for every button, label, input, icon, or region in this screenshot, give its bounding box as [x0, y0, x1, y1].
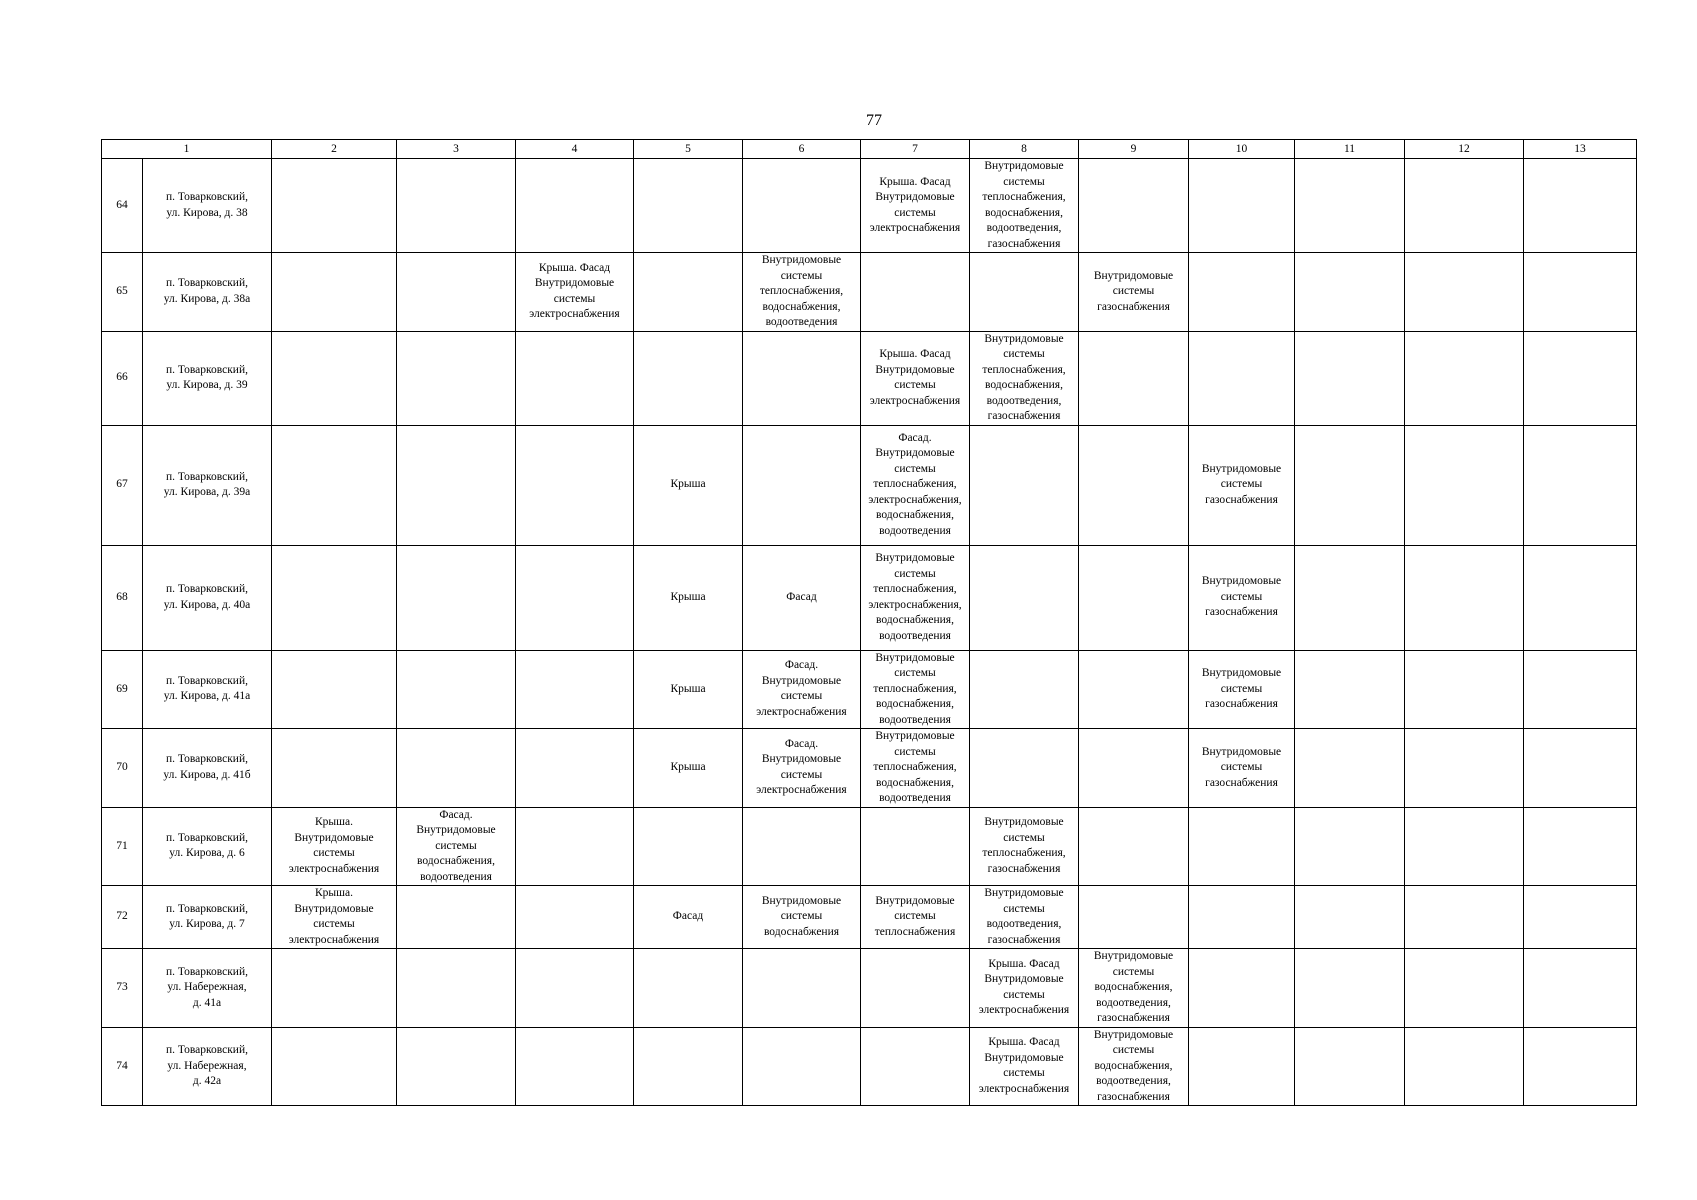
work-cell — [516, 807, 634, 886]
work-cell — [1524, 159, 1637, 253]
work-cell — [1079, 650, 1189, 729]
work-cell — [861, 807, 970, 886]
work-cell — [272, 159, 397, 253]
work-cell — [634, 1027, 743, 1106]
work-cell — [1079, 545, 1189, 650]
work-cell — [516, 949, 634, 1028]
row-number: 70 — [102, 729, 143, 808]
header-row — [102, 140, 1637, 159]
work-cell — [970, 650, 1079, 729]
work-cell — [1079, 425, 1189, 545]
work-cell: Крыша. Внутридомовые системы электроснабжения — [272, 886, 397, 949]
work-cell — [1524, 253, 1637, 332]
work-cell — [516, 729, 634, 808]
work-cell — [1524, 425, 1637, 545]
work-cell — [634, 331, 743, 425]
work-cell — [861, 253, 970, 332]
row-number: 73 — [102, 949, 143, 1028]
work-cell — [1405, 807, 1524, 886]
work-cell: Фасад — [743, 545, 861, 650]
work-cell — [970, 253, 1079, 332]
table-row — [102, 729, 1637, 808]
work-cell — [1079, 807, 1189, 886]
column-header: 2 — [272, 140, 397, 159]
work-cell — [1295, 729, 1405, 808]
work-cell — [516, 545, 634, 650]
work-cell: Крыша — [634, 425, 743, 545]
work-cell — [1295, 425, 1405, 545]
table-row — [102, 807, 1637, 886]
address-cell: п. Товарковский, ул. Набережная, д. 42а — [143, 1027, 272, 1106]
work-cell — [397, 949, 516, 1028]
work-cell: Фасад. Внутридомовые системы электроснабжения — [743, 729, 861, 808]
work-cell — [272, 650, 397, 729]
work-cell: Крыша. Фасад Внутридомовые системы электроснабжения — [970, 949, 1079, 1028]
work-cell — [743, 331, 861, 425]
work-cell — [1295, 253, 1405, 332]
work-cell — [1189, 1027, 1295, 1106]
work-cell: Внутридомовые системы газоснабжения — [1189, 545, 1295, 650]
work-cell: Внутридомовые системы теплоснабжения — [861, 886, 970, 949]
row-number: 71 — [102, 807, 143, 886]
table-row — [102, 650, 1637, 729]
address-cell: п. Товарковский, ул. Кирова, д. 39а — [143, 425, 272, 545]
work-cell — [1295, 545, 1405, 650]
work-cell — [634, 807, 743, 886]
address-cell: п. Товарковский, ул. Кирова, д. 7 — [143, 886, 272, 949]
work-cell — [516, 650, 634, 729]
work-cell: Внутридомовые системы водоотведения, газоснабжения — [970, 886, 1079, 949]
column-header: 11 — [1295, 140, 1405, 159]
column-header: 1 — [102, 140, 272, 159]
work-cell: Крыша. Фасад Внутридомовые системы электроснабжения — [861, 159, 970, 253]
row-number: 74 — [102, 1027, 143, 1106]
work-cell — [272, 253, 397, 332]
work-cell — [1524, 545, 1637, 650]
work-cell — [397, 425, 516, 545]
work-cell: Крыша. Фасад Внутридомовые системы электроснабжения — [970, 1027, 1079, 1106]
work-cell: Внутридомовые системы газоснабжения — [1079, 253, 1189, 332]
work-cell — [397, 650, 516, 729]
work-cell: Крыша. Внутридомовые системы электроснабжения — [272, 807, 397, 886]
work-cell — [1189, 886, 1295, 949]
work-cell — [1405, 886, 1524, 949]
work-cell — [1405, 545, 1524, 650]
column-header: 10 — [1189, 140, 1295, 159]
work-cell — [516, 886, 634, 949]
work-cell — [1295, 1027, 1405, 1106]
work-cell — [397, 886, 516, 949]
row-number: 72 — [102, 886, 143, 949]
work-cell: Крыша — [634, 729, 743, 808]
work-cell — [634, 159, 743, 253]
column-header: 6 — [743, 140, 861, 159]
column-header: 7 — [861, 140, 970, 159]
work-cell — [1295, 331, 1405, 425]
table-row — [102, 545, 1637, 650]
work-cell — [1524, 650, 1637, 729]
work-cell — [1405, 1027, 1524, 1106]
work-cell — [272, 949, 397, 1028]
work-cell — [1295, 650, 1405, 729]
work-cell — [743, 949, 861, 1028]
row-number: 68 — [102, 545, 143, 650]
table-row — [102, 886, 1637, 949]
work-cell — [397, 1027, 516, 1106]
work-cell — [1295, 886, 1405, 949]
work-cell: Фасад — [634, 886, 743, 949]
work-cell — [272, 1027, 397, 1106]
work-cell: Крыша — [634, 545, 743, 650]
work-cell — [272, 425, 397, 545]
work-cell — [1524, 886, 1637, 949]
work-cell: Внутридомовые системы теплоснабжения, водоснабжения, водоотведения — [861, 729, 970, 808]
table-row — [102, 253, 1637, 332]
address-cell: п. Товарковский, ул. Кирова, д. 40а — [143, 545, 272, 650]
work-cell — [1189, 159, 1295, 253]
repair-schedule-table — [101, 139, 1637, 1106]
work-cell — [1405, 949, 1524, 1028]
address-cell: п. Товарковский, ул. Кирова, д. 6 — [143, 807, 272, 886]
work-cell — [743, 807, 861, 886]
work-cell — [970, 545, 1079, 650]
work-cell: Внутридомовые системы теплоснабжения, водоснабжения, водоотведения — [861, 650, 970, 729]
work-cell — [634, 949, 743, 1028]
work-cell: Внутридомовые системы водоснабжения, водоотведения, газоснабжения — [1079, 1027, 1189, 1106]
work-cell: Внутридомовые системы теплоснабжения, водоснабжения, водоотведения, газоснабжения — [970, 159, 1079, 253]
work-cell — [1405, 729, 1524, 808]
work-cell: Внутридомовые системы газоснабжения — [1189, 729, 1295, 808]
work-cell — [861, 949, 970, 1028]
address-cell: п. Товарковский, ул. Набережная, д. 41а — [143, 949, 272, 1028]
work-cell — [1189, 331, 1295, 425]
row-number: 64 — [102, 159, 143, 253]
work-cell: Внутридомовые системы теплоснабжения, водоснабжения, водоотведения, газоснабжения — [970, 331, 1079, 425]
work-cell — [1405, 331, 1524, 425]
row-number: 67 — [102, 425, 143, 545]
work-cell: Внутридомовые системы газоснабжения — [1189, 425, 1295, 545]
work-cell — [397, 253, 516, 332]
work-cell — [1079, 159, 1189, 253]
address-cell: п. Товарковский, ул. Кирова, д. 41б — [143, 729, 272, 808]
work-cell — [272, 331, 397, 425]
work-cell: Крыша. Фасад Внутридомовые системы электроснабжения — [516, 253, 634, 332]
work-cell: Внутридомовые системы теплоснабжения, электроснабжения, водоснабжения, водоотведения — [861, 545, 970, 650]
work-cell — [1405, 425, 1524, 545]
address-cell: п. Товарковский, ул. Кирова, д. 41а — [143, 650, 272, 729]
work-cell: Внутридомовые системы теплоснабжения, газоснабжения — [970, 807, 1079, 886]
work-cell — [1524, 331, 1637, 425]
work-cell — [743, 425, 861, 545]
work-cell — [1079, 886, 1189, 949]
work-cell: Внутридомовые системы водоснабжения, водоотведения, газоснабжения — [1079, 949, 1189, 1028]
column-header: 4 — [516, 140, 634, 159]
column-header: 8 — [970, 140, 1079, 159]
work-cell — [272, 545, 397, 650]
work-cell — [634, 253, 743, 332]
work-cell — [970, 425, 1079, 545]
work-cell — [1295, 807, 1405, 886]
work-cell — [1079, 331, 1189, 425]
column-header: 13 — [1524, 140, 1637, 159]
work-cell — [1189, 807, 1295, 886]
work-cell — [1524, 1027, 1637, 1106]
column-header: 3 — [397, 140, 516, 159]
table-row — [102, 159, 1637, 253]
work-cell — [1524, 807, 1637, 886]
address-cell: п. Товарковский, ул. Кирова, д. 39 — [143, 331, 272, 425]
row-number: 69 — [102, 650, 143, 729]
table-row — [102, 425, 1637, 545]
work-cell — [397, 729, 516, 808]
work-cell — [516, 159, 634, 253]
column-header: 9 — [1079, 140, 1189, 159]
work-cell — [397, 331, 516, 425]
work-cell: Фасад. Внутридомовые системы электроснабжения — [743, 650, 861, 729]
work-cell — [970, 729, 1079, 808]
row-number: 65 — [102, 253, 143, 332]
work-cell — [272, 729, 397, 808]
work-cell — [1079, 729, 1189, 808]
work-cell — [1405, 159, 1524, 253]
work-cell — [516, 1027, 634, 1106]
work-cell — [1524, 729, 1637, 808]
work-cell: Внутридомовые системы водоснабжения — [743, 886, 861, 949]
work-cell — [397, 545, 516, 650]
column-header: 5 — [634, 140, 743, 159]
work-cell — [1524, 949, 1637, 1028]
column-header: 12 — [1405, 140, 1524, 159]
work-cell — [1295, 159, 1405, 253]
page-number: 77 — [866, 112, 882, 129]
work-cell — [1405, 253, 1524, 332]
table-row — [102, 1027, 1637, 1106]
work-cell — [861, 1027, 970, 1106]
table-row — [102, 331, 1637, 425]
work-cell: Внутридомовые системы газоснабжения — [1189, 650, 1295, 729]
work-cell — [1405, 650, 1524, 729]
table-row — [102, 949, 1637, 1028]
work-cell — [1189, 253, 1295, 332]
work-cell — [743, 1027, 861, 1106]
work-cell — [516, 331, 634, 425]
work-cell: Крыша — [634, 650, 743, 729]
address-cell: п. Товарковский, ул. Кирова, д. 38 — [143, 159, 272, 253]
work-cell: Фасад. Внутридомовые системы водоснабжения, водоотведения — [397, 807, 516, 886]
work-cell — [1189, 949, 1295, 1028]
work-cell — [397, 159, 516, 253]
work-cell: Внутридомовые системы теплоснабжения, водоснабжения, водоотведения — [743, 253, 861, 332]
address-cell: п. Товарковский, ул. Кирова, д. 38а — [143, 253, 272, 332]
work-cell: Фасад. Внутридомовые системы теплоснабжения, электроснабжения, водоснабжения, водоотведения — [861, 425, 970, 545]
work-cell: Крыша. Фасад Внутридомовые системы электроснабжения — [861, 331, 970, 425]
work-cell — [516, 425, 634, 545]
work-cell — [743, 159, 861, 253]
work-cell — [1295, 949, 1405, 1028]
row-number: 66 — [102, 331, 143, 425]
